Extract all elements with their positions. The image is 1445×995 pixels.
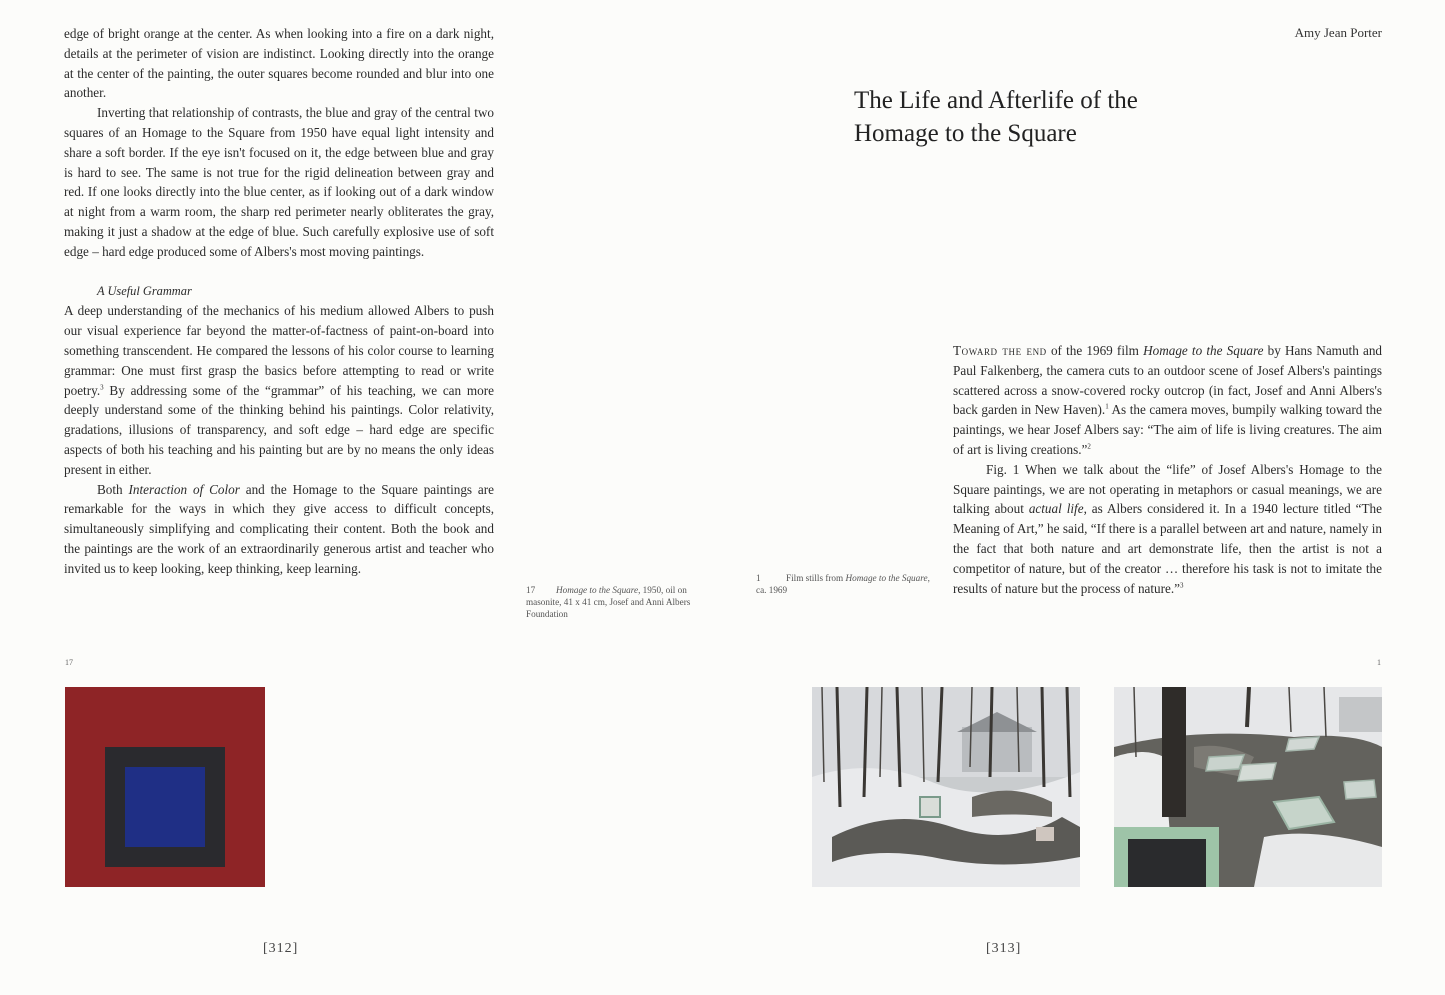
left-paragraph-4: Both Interaction of Color and the Homage to the Square paintings are remarkable for the ways in which they give access to difficult concepts, simultaneously simplifying and complicating their content. Both the book and the paintings are the work of an extraordinarily generous artist and teacher who invited us to keep looking, keep thinking, keep learning. bbox=[64, 481, 495, 576]
figure-17-caption: 17 Homage to the Square, 1950, oil on masonite, 41 x 41 cm, Josef and Anni Albers Foundation bbox=[526, 585, 691, 619]
homage-painting-image bbox=[65, 687, 265, 887]
section-subhead: A Useful Grammar bbox=[97, 283, 192, 298]
film-still-2-image bbox=[1114, 687, 1382, 887]
figure-1-caption: 1 Film stills from Homage to the Square, ca. 1969 bbox=[756, 573, 930, 595]
left-column-text bbox=[64, 24, 494, 579]
page-number-left: [312] bbox=[263, 941, 299, 956]
right-paragraph-1: Toward the end of the 1969 film Homage to the Square by Hans Namuth and Paul Falkenberg, the camera cuts to an outdoor scene of Josef Albers's paintings scattered across a snow-covered rocky outcrop (in fact, Josef and Anni Albers's back garden in New Haven).$^1$ As the camera moves, bumpily walking toward the paintings, we hear Josef Albers say: “The aim of life is living creatures. The aim of art is living creations.”$^2$ bbox=[953, 343, 1383, 457]
right-paragraph-2: Fig. 1 When we talk about the “life” of Josef Albers's Homage to the Square paintings, we are not operating in metaphors or casual meanings, we are talking about actual life, as Albers considered it. In a 1940 lecture titled “The Meaning of Art,” he said, “If there is a parallel between art and nature, namely in the fact that both nature and art demonstrate life, then the artist is not a competitor of nature, but of the creator … therefore his task is not to imitate the results of nature but the process of nature.”$^3$ bbox=[953, 461, 1382, 596]
painting-inner-square bbox=[125, 767, 205, 847]
left-paragraph-3: A deep understanding of the mechanics of his medium allowed Albers to push our visual experience far beyond the matter-of-factness of paint-on-board into something transcendent. He compared the lessons of his color course to learning grammar: One must first grasp the basics before attempting to read or write poetry.$^3$ By addressing some of the “grammar” of his teaching, we can more deeply understand some of the thinking behind his paintings. Color relativity, gradations, illusions of transparency, and soft edge – hard edge are specific aspects of both his teaching and his painting but are by no means the only ideas present in either. bbox=[64, 303, 494, 477]
left-paragraph-1: edge of bright orange at the center. As when looking into a fire on a dark night, details at the perimeter of vision are indistinct. Looking directly into the orange at the center of the painting, the outer squares become rounded and blur into one another. bbox=[64, 26, 494, 101]
left-paragraph-2: Inverting that relationship of contrasts, the blue and gray of the central two squares of an Homage to the Square from 1950 have equal light intensity and share a soft border. If the eye isn't focused on it, the edge between blue and gray is hard to see. The same is not true for the rigid delineation between gray and red. If one looks directly into the blue center, as if looking out of a dark window at night from a warm room, the sharp red perimeter nearly obliterates the gray, making it just a shadow at the edge of blue. Such carefully explosive use of soft edge – hard edge produced some of Albers's most moving paintings. bbox=[64, 105, 494, 259]
page-number-right: [313] bbox=[986, 941, 1022, 956]
author-name: Amy Jean Porter bbox=[1294, 25, 1382, 40]
figure-1-number: 1 bbox=[1377, 658, 1381, 667]
right-column-text bbox=[953, 341, 1382, 598]
film-still-1-image bbox=[812, 687, 1080, 887]
figure-17-number: 17 bbox=[65, 658, 73, 667]
article-title: The Life and Afterlife of the Homage to the Square bbox=[854, 87, 1138, 147]
